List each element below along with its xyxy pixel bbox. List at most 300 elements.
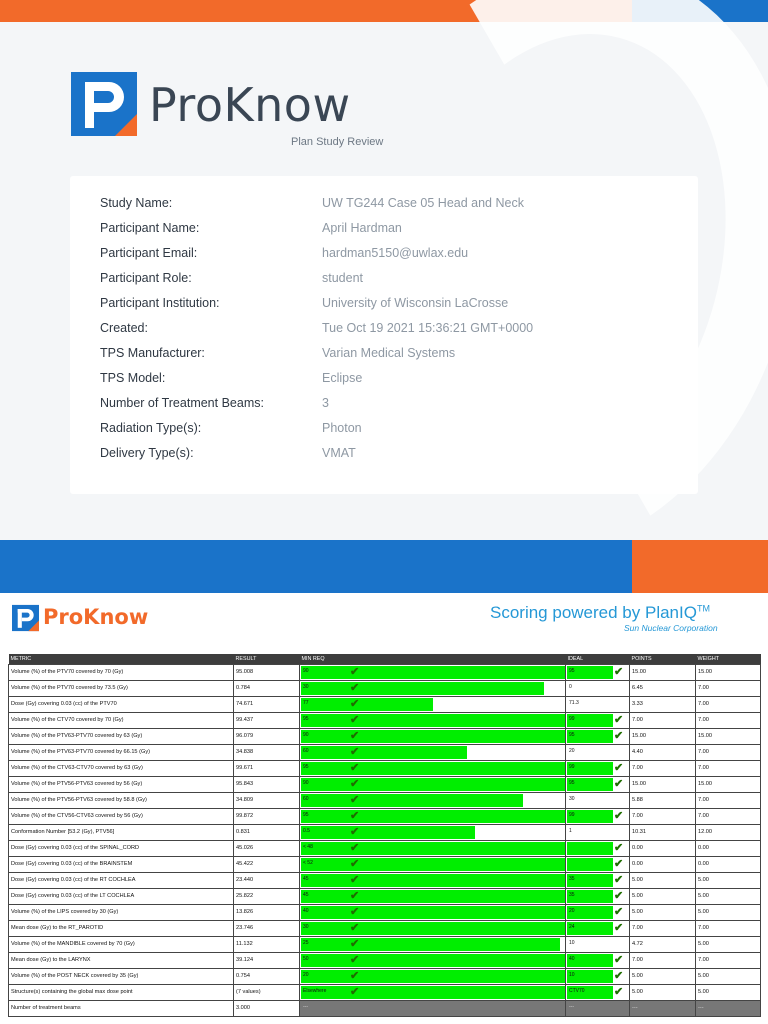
ideal-fill bbox=[567, 842, 613, 855]
ideal-value: 35 bbox=[569, 875, 575, 882]
score-bar-cell bbox=[300, 792, 566, 808]
weight-cell: 0.00 bbox=[696, 856, 761, 872]
min-req-label: 25 bbox=[303, 939, 309, 946]
metric-cell: Structure(s) containing the global max dose point bbox=[9, 984, 234, 1000]
ideal-cell bbox=[566, 728, 630, 744]
header-metric: METRIC bbox=[9, 654, 234, 664]
weight-cell: 0.00 bbox=[696, 840, 761, 856]
weight-cell: 5.00 bbox=[696, 872, 761, 888]
min-req-label: 45 bbox=[303, 891, 309, 898]
proknow-small-logo-icon bbox=[12, 604, 39, 632]
min-met-check-icon: ✔ bbox=[350, 729, 360, 742]
result-cell: 95.008 bbox=[234, 664, 300, 680]
result-cell: 34.838 bbox=[234, 744, 300, 760]
min-met-check-icon: ✔ bbox=[350, 905, 360, 918]
header-weight: WEIGHT bbox=[696, 654, 761, 664]
ideal-cell bbox=[566, 904, 630, 920]
table-row bbox=[9, 776, 761, 792]
points-cell: 5.88 bbox=[630, 792, 696, 808]
info-row bbox=[100, 446, 690, 466]
ideal-cell bbox=[566, 840, 630, 856]
score-bar-cell bbox=[300, 696, 566, 712]
weight-cell: 5.00 bbox=[696, 984, 761, 1000]
score-fill bbox=[301, 890, 565, 903]
ideal-cell bbox=[566, 856, 630, 872]
ideal-value: 95 bbox=[569, 779, 575, 786]
table-row bbox=[9, 680, 761, 696]
score-fill bbox=[301, 938, 560, 951]
score-bar-cell bbox=[300, 680, 566, 696]
info-row bbox=[100, 196, 690, 216]
ideal-cell bbox=[566, 824, 630, 840]
table-row bbox=[9, 952, 761, 968]
ideal-cell bbox=[566, 712, 630, 728]
ideal-cell bbox=[566, 936, 630, 952]
score-fill bbox=[301, 714, 565, 727]
table-row bbox=[9, 792, 761, 808]
ideal-met-check-icon: ✔ bbox=[614, 729, 624, 742]
metric-cell: Volume (%) of the CTV56-CTV63 covered by 56 (Gy) bbox=[9, 808, 234, 824]
metric-cell: Number of treatment beams bbox=[9, 1000, 234, 1016]
points-cell: --- bbox=[630, 1000, 696, 1016]
info-row bbox=[100, 321, 690, 341]
info-value: hardman5150@uwlax.edu bbox=[322, 246, 469, 260]
min-met-check-icon: ✔ bbox=[350, 809, 360, 822]
result-cell: 0.831 bbox=[234, 824, 300, 840]
min-met-check-icon: ✔ bbox=[350, 937, 360, 950]
ideal-value: 10 bbox=[569, 939, 575, 946]
metric-cell: Volume (%) of the PTV70 covered by 70 (Gy) bbox=[9, 664, 234, 680]
ideal-value: 20 bbox=[569, 747, 575, 754]
table-row bbox=[9, 920, 761, 936]
result-cell: 34.809 bbox=[234, 792, 300, 808]
score-bar-cell bbox=[300, 904, 566, 920]
score-bar-cell bbox=[300, 888, 566, 904]
ideal-met-check-icon: ✔ bbox=[614, 921, 624, 934]
table-row bbox=[9, 968, 761, 984]
score-bar-cell bbox=[300, 856, 566, 872]
info-value: Eclipse bbox=[322, 371, 363, 385]
weight-cell: 5.00 bbox=[696, 968, 761, 984]
ideal-met-check-icon: ✔ bbox=[614, 873, 624, 886]
min-req-label: 95 bbox=[303, 811, 309, 818]
score-bar-cell bbox=[300, 760, 566, 776]
table-row bbox=[9, 872, 761, 888]
ideal-met-check-icon: ✔ bbox=[614, 889, 624, 902]
score-fill bbox=[301, 762, 565, 775]
points-cell: 5.00 bbox=[630, 888, 696, 904]
min-met-check-icon: ✔ bbox=[350, 761, 360, 774]
ideal-cell bbox=[566, 808, 630, 824]
ideal-value: 20 bbox=[569, 907, 575, 914]
info-label: Delivery Type(s): bbox=[100, 446, 194, 460]
result-cell: 0.784 bbox=[234, 680, 300, 696]
weight-cell: 5.00 bbox=[696, 904, 761, 920]
min-req-label: 95 bbox=[303, 715, 309, 722]
trademark: TM bbox=[696, 603, 710, 614]
min-req-label: 20 bbox=[303, 971, 309, 978]
min-met-check-icon: ✔ bbox=[350, 745, 360, 758]
ideal-cell bbox=[566, 920, 630, 936]
study-info-card bbox=[70, 176, 698, 494]
metric-cell: Volume (%) of the PTV56-PTV63 covered by 58.8 (Gy) bbox=[9, 792, 234, 808]
metric-cell: Dose (Gy) covering 0.03 (cc) of the LT COCHLEA bbox=[9, 888, 234, 904]
ideal-met-check-icon: ✔ bbox=[614, 905, 624, 918]
score-fill bbox=[301, 970, 565, 983]
score-bar-cell bbox=[300, 968, 566, 984]
table-row bbox=[9, 824, 761, 840]
result-cell: 99.872 bbox=[234, 808, 300, 824]
min-met-check-icon: ✔ bbox=[350, 857, 360, 870]
table-row bbox=[9, 936, 761, 952]
score-bar-cell bbox=[300, 952, 566, 968]
info-label: Participant Name: bbox=[100, 221, 200, 235]
min-req-label: 90 bbox=[303, 667, 309, 674]
points-cell: 7.00 bbox=[630, 920, 696, 936]
min-req-label: < 52 bbox=[303, 859, 313, 866]
metric-cell: Volume (%) of the PTV56-PTV63 covered by 56 (Gy) bbox=[9, 776, 234, 792]
info-value: Varian Medical Systems bbox=[322, 346, 456, 360]
metric-cell: Volume (%) of the PTV63-PTV70 covered by 63 (Gy) bbox=[9, 728, 234, 744]
score-fill bbox=[301, 986, 565, 999]
min-req-label: 90 bbox=[303, 779, 309, 786]
table-row bbox=[9, 728, 761, 744]
ideal-value: 95 bbox=[569, 731, 575, 738]
ideal-met-check-icon: ✔ bbox=[614, 665, 624, 678]
score-fill bbox=[301, 858, 565, 871]
ideal-value: 99 bbox=[569, 715, 575, 722]
score-fill bbox=[301, 794, 523, 807]
info-value: VMAT bbox=[322, 446, 356, 460]
info-label: Number of Treatment Beams: bbox=[100, 396, 264, 410]
metric-cell: Volume (%) of the LIPS covered by 30 (Gy) bbox=[9, 904, 234, 920]
points-cell: 5.00 bbox=[630, 872, 696, 888]
result-cell: 25.822 bbox=[234, 888, 300, 904]
metric-cell: Volume (%) of the PTV70 covered by 73.5 (Gy) bbox=[9, 680, 234, 696]
info-row bbox=[100, 371, 690, 391]
ideal-cell bbox=[566, 760, 630, 776]
ideal-value: 40 bbox=[569, 955, 575, 962]
ideal-met-check-icon: ✔ bbox=[614, 985, 624, 998]
result-cell: 11.132 bbox=[234, 936, 300, 952]
info-label: Participant Institution: bbox=[100, 296, 220, 310]
result-cell: 45.026 bbox=[234, 840, 300, 856]
ideal-cell bbox=[566, 888, 630, 904]
table-header-row bbox=[9, 654, 761, 664]
result-cell: 99.437 bbox=[234, 712, 300, 728]
info-value: student bbox=[322, 271, 364, 285]
ideal-value: 10 bbox=[569, 971, 575, 978]
points-cell: 15.00 bbox=[630, 776, 696, 792]
header-min-req: MIN REQ bbox=[300, 654, 566, 664]
points-cell: 7.00 bbox=[630, 760, 696, 776]
score-bar-cell bbox=[300, 808, 566, 824]
info-value: Photon bbox=[322, 421, 362, 435]
metric-cell: Dose (Gy) covering 0.03 (cc) of the SPINAL_CORD bbox=[9, 840, 234, 856]
table-row bbox=[9, 712, 761, 728]
weight-cell: 7.00 bbox=[696, 920, 761, 936]
min-met-check-icon: ✔ bbox=[350, 921, 360, 934]
metric-cell: Dose (Gy) covering 0.03 (cc) of the PTV70 bbox=[9, 696, 234, 712]
points-cell: 7.00 bbox=[630, 952, 696, 968]
ideal-met-check-icon: ✔ bbox=[614, 969, 624, 982]
ideal-value: 0 bbox=[569, 683, 572, 690]
weight-cell: 5.00 bbox=[696, 888, 761, 904]
table-row bbox=[9, 984, 761, 1000]
min-req-label: 95 bbox=[303, 763, 309, 770]
ideal-value: 95 bbox=[569, 667, 575, 674]
table-row bbox=[9, 904, 761, 920]
min-met-check-icon: ✔ bbox=[350, 985, 360, 998]
ideal-cell bbox=[566, 696, 630, 712]
min-met-check-icon: ✔ bbox=[350, 969, 360, 982]
ideal-value: 24 bbox=[569, 923, 575, 930]
weight-cell: 5.00 bbox=[696, 936, 761, 952]
metric-cell: Volume (%) of the MANDIBLE covered by 70 (Gy) bbox=[9, 936, 234, 952]
score-fill bbox=[301, 826, 475, 839]
min-met-check-icon: ✔ bbox=[350, 713, 360, 726]
weight-cell: --- bbox=[696, 1000, 761, 1016]
score-bar-cell bbox=[300, 872, 566, 888]
ideal-met-check-icon: ✔ bbox=[614, 761, 624, 774]
powered-by-planiq bbox=[490, 603, 710, 623]
table-row bbox=[9, 840, 761, 856]
metric-cell: Volume (%) of the CTV70 covered by 70 (Gy) bbox=[9, 712, 234, 728]
points-cell: 10.31 bbox=[630, 824, 696, 840]
proknow-logo-icon bbox=[71, 72, 137, 136]
table-row bbox=[9, 888, 761, 904]
weight-cell: 15.00 bbox=[696, 728, 761, 744]
weight-cell: 7.00 bbox=[696, 680, 761, 696]
info-row bbox=[100, 421, 690, 441]
result-cell: (7 values) bbox=[234, 984, 300, 1000]
points-cell: 5.00 bbox=[630, 904, 696, 920]
ideal-value: 99 bbox=[569, 811, 575, 818]
points-cell: 0.00 bbox=[630, 856, 696, 872]
weight-cell: 7.00 bbox=[696, 760, 761, 776]
weight-cell: 7.00 bbox=[696, 744, 761, 760]
header-ideal: IDEAL bbox=[566, 654, 630, 664]
min-req-label: 50 bbox=[303, 955, 309, 962]
ideal-cell bbox=[566, 680, 630, 696]
ideal-cell bbox=[566, 1000, 630, 1016]
info-label: Participant Email: bbox=[100, 246, 198, 260]
info-value: University of Wisconsin LaCrosse bbox=[322, 296, 509, 310]
metric-cell: Mean dose (Gy) to the LARYNX bbox=[9, 952, 234, 968]
info-value: UW TG244 Case 05 Head and Neck bbox=[322, 196, 524, 210]
ideal-met-check-icon: ✔ bbox=[614, 809, 624, 822]
result-cell: 13.826 bbox=[234, 904, 300, 920]
metric-cell: Dose (Gy) covering 0.03 (cc) of the BRAINSTEM bbox=[9, 856, 234, 872]
ideal-fill bbox=[567, 858, 613, 871]
score-fill bbox=[301, 698, 433, 711]
ideal-cell bbox=[566, 872, 630, 888]
min-req-label: 30 bbox=[303, 683, 309, 690]
bottom-blue-band bbox=[0, 540, 632, 593]
info-value: 3 bbox=[322, 396, 329, 410]
ideal-met-check-icon: ✔ bbox=[614, 953, 624, 966]
info-row bbox=[100, 396, 690, 416]
result-cell: 45.422 bbox=[234, 856, 300, 872]
score-fill bbox=[301, 730, 565, 743]
min-met-check-icon: ✔ bbox=[350, 681, 360, 694]
scoring-table-body bbox=[9, 664, 761, 1016]
info-value: Tue Oct 19 2021 15:36:21 GMT+0000 bbox=[322, 321, 534, 335]
info-label: Created: bbox=[100, 321, 148, 335]
weight-cell: 7.00 bbox=[696, 792, 761, 808]
ideal-cell bbox=[566, 984, 630, 1000]
min-met-check-icon: ✔ bbox=[350, 889, 360, 902]
points-cell: 15.00 bbox=[630, 728, 696, 744]
ideal-cell bbox=[566, 776, 630, 792]
info-value: April Hardman bbox=[322, 221, 402, 235]
min-req-label: 60 bbox=[303, 795, 309, 802]
points-cell: 5.00 bbox=[630, 984, 696, 1000]
result-cell: 3.000 bbox=[234, 1000, 300, 1016]
min-req-label: --- bbox=[303, 1003, 308, 1010]
score-fill bbox=[301, 682, 544, 695]
scoring-table bbox=[8, 654, 761, 1017]
result-cell: 39.124 bbox=[234, 952, 300, 968]
ideal-cell bbox=[566, 744, 630, 760]
min-met-check-icon: ✔ bbox=[350, 777, 360, 790]
table-row bbox=[9, 1000, 761, 1016]
min-met-check-icon: ✔ bbox=[350, 793, 360, 806]
score-bar-cell bbox=[300, 984, 566, 1000]
result-cell: 95.843 bbox=[234, 776, 300, 792]
ideal-value: 35 bbox=[569, 891, 575, 898]
weight-cell: 7.00 bbox=[696, 952, 761, 968]
points-cell: 3.33 bbox=[630, 696, 696, 712]
metric-cell: Volume (%) of the CTV63-CTV70 covered by 63 (Gy) bbox=[9, 760, 234, 776]
metric-cell: Volume (%) of the POST NECK covered by 35 (Gy) bbox=[9, 968, 234, 984]
ideal-value: 71.3 bbox=[569, 699, 579, 706]
scoring-brand: ProKnow bbox=[43, 605, 149, 629]
score-fill bbox=[301, 666, 565, 679]
score-fill bbox=[301, 746, 467, 759]
weight-cell: 7.00 bbox=[696, 712, 761, 728]
min-req-label: 77 bbox=[303, 699, 309, 706]
ideal-cell bbox=[566, 792, 630, 808]
min-met-check-icon: ✔ bbox=[350, 873, 360, 886]
info-label: Study Name: bbox=[100, 196, 173, 210]
metric-cell: Volume (%) of the PTV63-PTV70 covered by 66.15 (Gy) bbox=[9, 744, 234, 760]
table-row bbox=[9, 744, 761, 760]
points-cell: 0.00 bbox=[630, 840, 696, 856]
min-req-label: 0.5 bbox=[303, 827, 310, 834]
score-fill bbox=[301, 954, 565, 967]
points-cell: 15.00 bbox=[630, 664, 696, 680]
vendor-name: Sun Nuclear Corporation bbox=[624, 623, 718, 633]
score-fill bbox=[301, 810, 565, 823]
points-cell: 4.72 bbox=[630, 936, 696, 952]
min-met-check-icon: ✔ bbox=[350, 841, 360, 854]
table-row bbox=[9, 664, 761, 680]
result-cell: 0.754 bbox=[234, 968, 300, 984]
min-req-label: 30 bbox=[303, 923, 309, 930]
min-req-label: 45 bbox=[303, 875, 309, 882]
bottom-orange-band bbox=[632, 540, 768, 593]
weight-cell: 15.00 bbox=[696, 776, 761, 792]
brand-wordmark: ProKnow bbox=[149, 78, 351, 132]
score-fill bbox=[301, 778, 565, 791]
info-label: Participant Role: bbox=[100, 271, 192, 285]
powered-by-text: Scoring powered by PlanIQ bbox=[490, 603, 697, 622]
metric-cell: Dose (Gy) covering 0.03 (cc) of the RT COCHLEA bbox=[9, 872, 234, 888]
ideal-value: CTV70 bbox=[569, 987, 585, 994]
info-row bbox=[100, 271, 690, 291]
ideal-cell bbox=[566, 952, 630, 968]
min-req-label: < 48 bbox=[303, 843, 313, 850]
weight-cell: 7.00 bbox=[696, 808, 761, 824]
min-met-check-icon: ✔ bbox=[350, 697, 360, 710]
table-row bbox=[9, 808, 761, 824]
score-bar-cell bbox=[300, 1000, 566, 1016]
min-req-label: 40 bbox=[303, 907, 309, 914]
weight-cell: 15.00 bbox=[696, 664, 761, 680]
weight-cell: 12.00 bbox=[696, 824, 761, 840]
min-met-check-icon: ✔ bbox=[350, 825, 360, 838]
min-req-label: 90 bbox=[303, 731, 309, 738]
score-bar-cell bbox=[300, 776, 566, 792]
ideal-met-check-icon: ✔ bbox=[614, 841, 624, 854]
result-cell: 96.079 bbox=[234, 728, 300, 744]
ideal-cell bbox=[566, 664, 630, 680]
info-row bbox=[100, 296, 690, 316]
score-bar-cell bbox=[300, 824, 566, 840]
info-label: TPS Model: bbox=[100, 371, 166, 385]
score-bar-cell bbox=[300, 744, 566, 760]
score-bar-cell bbox=[300, 936, 566, 952]
min-met-check-icon: ✔ bbox=[350, 953, 360, 966]
min-req-label: Elsewhere bbox=[303, 987, 327, 994]
info-row bbox=[100, 246, 690, 266]
score-fill bbox=[301, 906, 565, 919]
points-cell: 5.00 bbox=[630, 968, 696, 984]
table-row bbox=[9, 856, 761, 872]
score-bar-cell bbox=[300, 664, 566, 680]
result-cell: 74.671 bbox=[234, 696, 300, 712]
ideal-value: 1 bbox=[569, 827, 572, 834]
points-cell: 6.45 bbox=[630, 680, 696, 696]
ideal-value: 99 bbox=[569, 763, 575, 770]
score-fill bbox=[301, 922, 565, 935]
ideal-met-check-icon: ✔ bbox=[614, 857, 624, 870]
score-bar-cell bbox=[300, 712, 566, 728]
ideal-cell bbox=[566, 968, 630, 984]
points-cell: 7.00 bbox=[630, 712, 696, 728]
score-bar-cell bbox=[300, 728, 566, 744]
table-row bbox=[9, 696, 761, 712]
points-cell: 4.40 bbox=[630, 744, 696, 760]
header-result: RESULT bbox=[234, 654, 300, 664]
points-cell: 7.00 bbox=[630, 808, 696, 824]
result-cell: 23.746 bbox=[234, 920, 300, 936]
metric-cell: Conformation Number [53.2 (Gy), PTV56] bbox=[9, 824, 234, 840]
result-cell: 99.671 bbox=[234, 760, 300, 776]
table-row bbox=[9, 760, 761, 776]
metric-cell: Mean dose (Gy) to the RT_PAROTID bbox=[9, 920, 234, 936]
weight-cell: 7.00 bbox=[696, 696, 761, 712]
min-met-check-icon: ✔ bbox=[350, 665, 360, 678]
ideal-met-check-icon: ✔ bbox=[614, 777, 624, 790]
ideal-value: --- bbox=[569, 1003, 574, 1010]
info-label: Radiation Type(s): bbox=[100, 421, 202, 435]
ideal-value: 30 bbox=[569, 795, 575, 802]
header-points: POINTS bbox=[630, 654, 696, 664]
ideal-met-check-icon: ✔ bbox=[614, 713, 624, 726]
result-cell: 23.440 bbox=[234, 872, 300, 888]
